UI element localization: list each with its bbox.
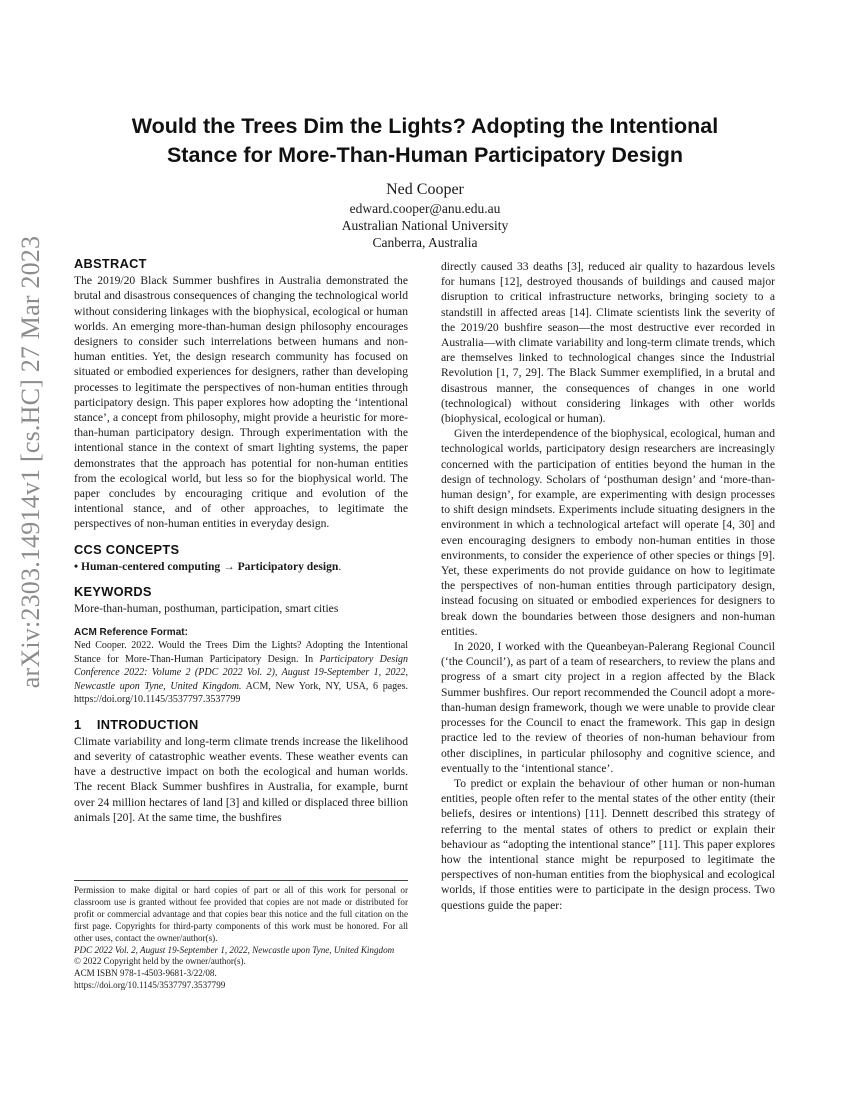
acm-reference-text: Ned Cooper. 2022. Would the Trees Dim the Lights? Adopting the Intentional Stance for More-Than-Human Participatory Design. In Participatory Design Conference 2022: Volume 2 (PDC 2022 Vol. 2), August 19-September 1, 2022, Newcastle upon Tyne, United Kingdom. ACM, New York, NY, USA, 6 pages. https://doi.org/10.1145/3537797.3537799: [74, 640, 408, 706]
footnote-block: [74, 880, 408, 992]
title-line-2: Stance for More-Than-Human Participatory Design: [166, 143, 684, 167]
author-location: Canberra, Australia: [372, 235, 478, 250]
paper-title: [70, 112, 780, 170]
right-column: [441, 259, 775, 913]
author-email[interactable]: edward.cooper@anu.edu.au: [349, 201, 501, 216]
author-block: [0, 180, 850, 251]
title-line-1: Would the Trees Dim the Lights? Adopting the Intentional: [131, 114, 719, 138]
ccs-text: • Human-centered computing → Participatory design.: [74, 559, 342, 573]
right-paragraph-3: In 2020, I worked with the Queanbeyan-Palerang Regional Council (‘the Council’), as part of a team of researchers, to review the plans and progress of a smart city project in a region affected by the Black Summer bushfires. Our report recommended the Council adopt a more-than-human design framework, though we were unable to provide clear processes for the Council to enact the framework. This gap in design practice led to the review of theories of non-human behaviour from other disciplines, in particular philosophy and cognitive science, and eventually to the ‘intentional stance’.: [441, 640, 775, 775]
right-paragraph-1: directly caused 33 deaths [3], reduced air quality to hazardous levels for humans [12], destroyed thousands of buildings and caused major disruption to critical infrastructure networks, bringing society to a standstill in affected areas [14]. Climate scientists link the severity of the 2019/20 bushfire season—the most destructive ever recorded in Australia—with climate variability and long-term climate trends, which are themselves linked to technological changes since the Industrial Revolution [1, 7, 29]. The Black Summer exemplified, in a brutal and disastrous manner, the consequences of changes in one world (technological) without considering linkages with other worlds (biophysical, ecological or human).: [441, 260, 775, 426]
abstract-text: The 2019/20 Black Summer bushfires in Australia demonstrated the brutal and disastrous consequences of changing the technological world without considering linkages with the biophysical, ecological or human worlds. An emerging more-than-human design philosophy encourages designers to consider such interrelations between humans and non-human entities. Yet, the design research community has focused on situated or embodied experiences for designers, rather than developing processes to legitimate the perspectives of non-human entities through participatory design. This paper explores how adopting the ‘intentional stance’, a concept from philosophy, might provide a heuristic for more-than-human participatory design. Through experimentation with the intentional stance in the context of smart lighting systems, the paper demonstrates that the approach has potential for non-human entities from the ecological world, but less so for the biophysical world. The paper concludes by encouraging critique and evolution of the intentional stance, and of other approaches, to legitimate the perspectives of non-human entities in everyday design.: [74, 274, 408, 531]
left-column: [74, 256, 408, 825]
author-name: Ned Cooper: [386, 181, 464, 198]
right-paragraph-2: Given the interdependence of the biophysical, ecological, human and technological worlds, participatory design researchers are increasingly concerned with the participation of entities beyond the human in the design of technology. Scholars of ‘posthuman design’ and ‘more-than-human design’, for example, are experimenting with design processes to shift design mindsets. Experiments include situating designers in the environment in which a technological artefact will operate [4, 30] and even encouraging designers to embody non-human entities in those environments, to consider the experience of other species or things [9]. Yet, these experiments do not provide guidance on how to legitimate the perspectives of non-human entities through participatory design, instead focusing on situated or embodied experiences for designers to break down the boundaries between those designers and non-human entities.: [441, 427, 775, 638]
right-paragraph-4: To predict or explain the behaviour of other human or non-human entities, people often refer to the mental states of the other entity (their beliefs, desires or intentions) [11]. Dennett described this strategy of referring to the mental states of others to predict or explain their behaviour as “adopting the intentional stance” [11]. This paper explores how the intentional stance might be repurposed to legitimate the perspectives of non-human entities from the biophysical and ecological worlds, if those entities were to participate in the design process. Two questions guide the paper:: [441, 776, 775, 912]
permission-notice: Permission to make digital or hard copies of part or all of this work for personal or classroom use is granted without fee provided that copies are not made or distributed for profit or commercial advantage and that copies bear this notice and the full citation on the first page. Copyrights for third-party components of this work must be honored. For all other uses, contact the owner/author(s).: [74, 885, 408, 943]
ccs-heading: CCS CONCEPTS: [74, 541, 180, 557]
isbn: ACM ISBN 978-1-4503-9681-3/22/08.: [74, 968, 217, 979]
arxiv-identifier: arXiv:2303.14914v1 [cs.HC] 27 Mar 2023: [16, 235, 45, 689]
acm-reference-heading: ACM Reference Format:: [74, 627, 188, 639]
author-affiliation: Australian National University: [341, 218, 509, 233]
keywords-text: More-than-human, posthuman, participation, smart cities: [74, 602, 339, 616]
ccs-concept: • Human-centered computing → Participatory design: [74, 559, 339, 573]
doi-link[interactable]: https://doi.org/10.1145/3537797.3537799: [74, 980, 226, 991]
copyright-notice: © 2022 Copyright held by the owner/author(s).: [74, 956, 246, 967]
keywords-heading: KEYWORDS: [74, 584, 152, 600]
introduction-paragraph-1: Climate variability and long-term climate trends increase the likelihood and severity of catastrophic weather events. These weather events can have a destructive impact on both the ecological and human worlds. The recent Black Summer bushfires in Australia, for example, burnt over 24 million hectares of land [3] and killed or displaced three billion animals [20]. At the same time, the bushfires: [74, 734, 408, 824]
abstract-heading: ABSTRACT: [74, 256, 147, 271]
conference-info: PDC 2022 Vol. 2, August 19-September 1, 2022, Newcastle upon Tyne, United Kingdom: [74, 944, 395, 955]
introduction-heading: 1 INTRODUCTION: [74, 716, 199, 732]
